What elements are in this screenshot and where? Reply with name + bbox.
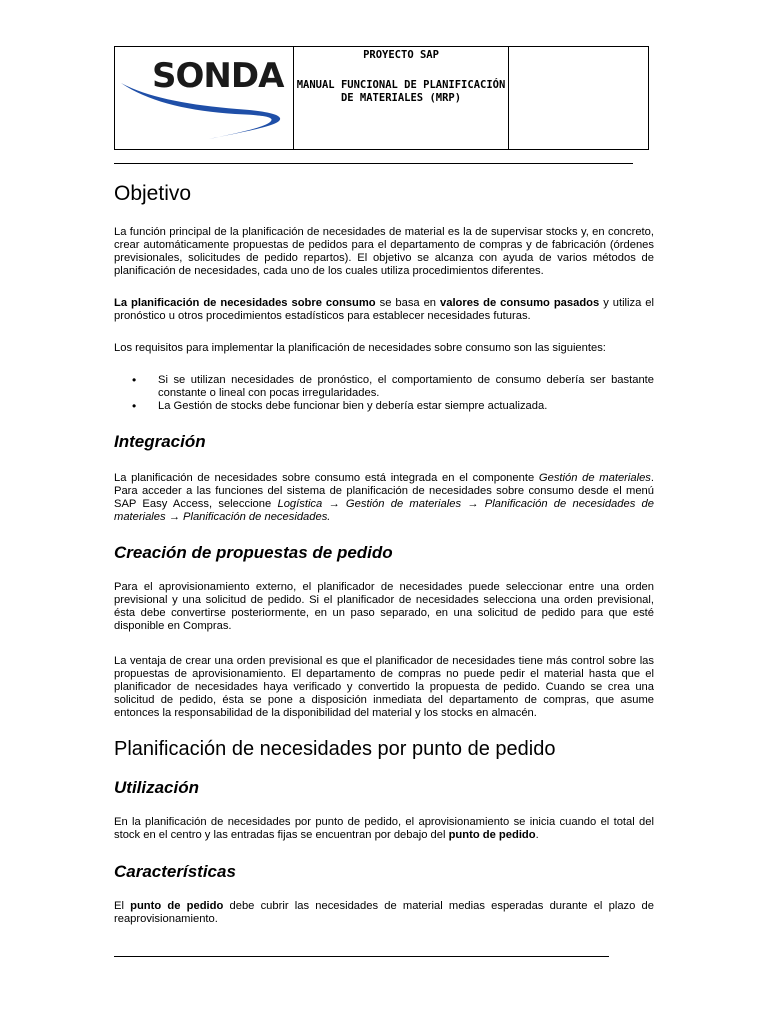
- text-span: La planificación de necesidades sobre consumo está integrada en el componente: [114, 472, 539, 484]
- menu-path: Logística → Gestión de materiales → Planificación de necesidades de materiales → Planificación de necesidades.: [114, 498, 654, 523]
- bullet-icon: •: [132, 399, 137, 413]
- project-label: PROYECTO SAP: [363, 49, 439, 61]
- text-span: . Para acceder a las funciones del sistema de planificación de necesidades sobre consumo desde el menú SAP Easy Access, seleccione: [114, 472, 655, 510]
- list-item-text: La Gestión de stocks debe funcionar bien y debería estar siempre actualizada.: [158, 400, 548, 412]
- bold-valores: valores de consumo pasados: [440, 297, 600, 309]
- heading-objetivo: Objetivo: [114, 182, 192, 205]
- header-table: [114, 46, 649, 150]
- creacion-paragraph-2: La ventaja de crear una orden previsional es que el planificador de necesidades tiene más control sobre las propuestas de aprovisionamiento. El departamento de compras no puede pedir el material hasta que el planificador de necesidades haya verificado y convertido la propuesta de pedido. Cuando se crea una solicitud de pedido, ésta se pone a disposición inmediata del departamento de compras, que asume entonces la responsabilidad de la disponibilidad del material y los stocks en almacén.: [114, 655, 654, 719]
- bullet-icon: •: [132, 373, 137, 387]
- logo-cell: [115, 47, 294, 149]
- list-item: [114, 400, 654, 413]
- text-span: y utiliza el pronóstico u otros procedimientos estadísticos para establecer necesidades futuras.: [114, 297, 655, 322]
- caracteristicas-paragraph: [114, 900, 654, 926]
- list-item-text: Si se utilizan necesidades de pronóstico, el comportamiento de consumo debería ser bastante constante o lineal con pocas irregularidades.: [158, 374, 654, 399]
- objetivo-paragraph-3: Los requisitos para implementar la planificación de necesidades sobre consumo son las siguientes:: [114, 342, 606, 354]
- title-cell: [294, 47, 509, 149]
- italic-span: Gestión de materiales: [538, 472, 651, 484]
- blank-cell: [509, 47, 648, 149]
- footer-divider: [114, 956, 609, 957]
- bold-punto-pedido: punto de pedido: [448, 829, 536, 841]
- heading-creacion: Creación de propuestas de pedido: [114, 543, 393, 562]
- manual-title: MANUAL FUNCIONAL DE PLANIFICACIÓN DE MATERIALES (MRP): [296, 79, 506, 104]
- list-item: [114, 374, 654, 400]
- text-span: En la planificación de necesidades por punto de pedido, el aprovisionamiento se inicia cuando el total del stock en el centro y las entradas fijas se encuentran por debajo del: [114, 816, 654, 841]
- bold-punto-pedido: punto de pedido: [130, 900, 224, 912]
- objetivo-paragraph-1: La función principal de la planificación de necesidades de material es la de supervisar stocks y, en concreto, crear automáticamente propuestas de pedidos para el departamento de compras y de fabricación (órdenes previsionales, solicitudes de pedido repartos). El objetivo se alcanza con ayuda de varios métodos de planificación de necesidades, cada uno de los cuales utiliza procedimientos diferentes.: [114, 226, 654, 277]
- text-span: El: [114, 900, 131, 912]
- objetivo-paragraph-2: [114, 297, 654, 323]
- logo-text: SONDA: [152, 56, 284, 96]
- requirements-list: [114, 374, 654, 413]
- bold-consumo: La planificación de necesidades sobre consumo: [114, 297, 376, 309]
- text-span: se basa en: [375, 297, 440, 309]
- sonda-logo: [117, 49, 291, 149]
- text-span: .: [535, 829, 539, 841]
- heading-integracion: Integración: [114, 432, 206, 451]
- heading-punto-pedido: Planificación de necesidades por punto de pedido: [114, 738, 556, 760]
- creacion-paragraph-1: Para el aprovisionamiento externo, el planificador de necesidades puede seleccionar entre una orden previsional y una solicitud de pedido. Si el planificador de necesidades selecciona una orden previsional, ésta debe convertirse posteriormente, en un paso separado, en una solicitud de pedido para que esté disponible en Compras.: [114, 581, 654, 632]
- utilizacion-paragraph: [114, 816, 654, 842]
- heading-caracteristicas: Características: [114, 862, 236, 881]
- text-span: debe cubrir las necesidades de material medias esperadas durante el plazo de reaprovisionamiento.: [114, 900, 654, 925]
- heading-utilizacion: Utilización: [114, 778, 200, 797]
- integracion-paragraph: [114, 472, 654, 524]
- header-divider: [114, 163, 633, 164]
